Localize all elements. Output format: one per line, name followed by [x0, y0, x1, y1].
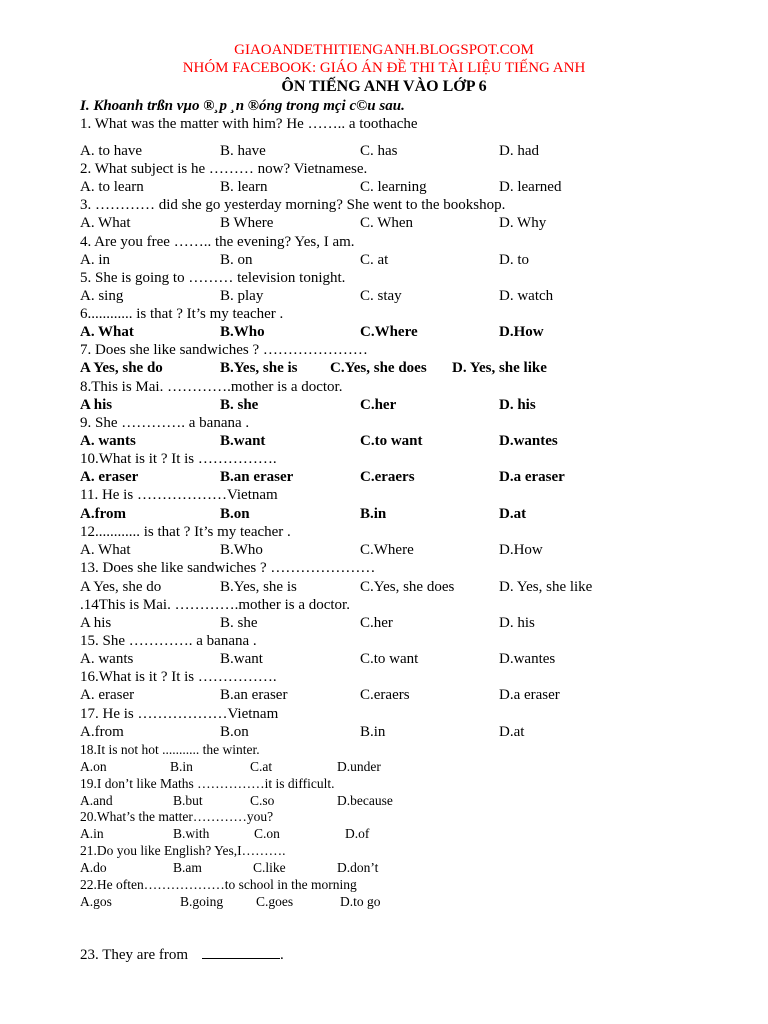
option-b[interactable]: B.Who	[220, 324, 265, 340]
question-21: 21.Do you like English? Yes,I……….	[80, 843, 286, 858]
option-b[interactable]: B.going	[180, 894, 224, 909]
option-c[interactable]: C.Yes, she does	[330, 360, 427, 376]
answer-blank[interactable]	[202, 957, 280, 959]
option-b[interactable]: B.Yes, she is	[220, 360, 298, 376]
option-c[interactable]: C. learning	[360, 179, 427, 195]
option-c[interactable]: C.eraers	[360, 469, 415, 485]
option-b[interactable]: B. have	[220, 143, 266, 159]
option-a[interactable]: A. What	[80, 324, 134, 340]
option-b[interactable]: B.on	[220, 506, 250, 522]
site-url[interactable]: GIAOANDETHITIENGANH.BLOGSPOT.COM	[234, 42, 534, 58]
option-c[interactable]: B.in	[360, 506, 387, 522]
option-c[interactable]: C. When	[360, 215, 414, 231]
option-b[interactable]: B.am	[173, 860, 202, 875]
question-2: 2. What subject is he ……… now? Vietnamese.	[80, 161, 368, 177]
option-a[interactable]: A. in	[80, 252, 110, 268]
question-22: 22.He often………………to school in the morning	[80, 877, 357, 892]
question-19: 19.I don’t like Maths ……………it is difficult.	[80, 776, 335, 791]
option-d[interactable]: D.at	[499, 724, 525, 740]
option-c[interactable]: C.goes	[256, 894, 294, 909]
option-a[interactable]: A.do	[80, 860, 107, 875]
option-c[interactable]: C.Where	[360, 542, 414, 558]
option-b[interactable]: B. on	[220, 252, 253, 268]
option-a[interactable]: A Yes, she do	[80, 360, 163, 376]
option-b[interactable]: B. learn	[220, 179, 268, 195]
option-d[interactable]: D. to	[499, 252, 529, 268]
option-a[interactable]: A.from	[80, 506, 126, 522]
option-b[interactable]: B.with	[173, 826, 210, 841]
option-c[interactable]: C. at	[360, 252, 389, 268]
question-23	[80, 947, 284, 964]
option-c[interactable]: B.in	[360, 724, 386, 740]
option-a[interactable]: A. eraser	[80, 687, 135, 703]
option-b[interactable]: B.on	[220, 724, 249, 740]
option-d[interactable]: D.at	[499, 506, 527, 522]
option-d[interactable]: D.wantes	[499, 433, 558, 449]
option-c[interactable]: C.Yes, she does	[360, 579, 455, 595]
option-d[interactable]: D.under	[337, 759, 381, 774]
option-a[interactable]: A. to have	[80, 143, 143, 159]
option-d[interactable]: D.don’t	[337, 860, 379, 875]
option-a[interactable]: A.from	[80, 724, 124, 740]
option-c[interactable]: C.to want	[360, 651, 419, 667]
question-7: 7. Does she like sandwiches ? …………………	[80, 342, 368, 358]
worksheet-title: ÔN TIẾNG ANH VÀO LỚP 6	[281, 78, 487, 95]
option-d[interactable]: D.How	[499, 324, 544, 340]
option-c[interactable]: C. has	[360, 143, 398, 159]
question-23-period: .	[280, 947, 284, 963]
question-23-text: 23. They are from	[80, 947, 189, 963]
question-15: 15. She …………. a banana .	[80, 633, 257, 649]
question-17: 17. He is ………………Vietnam	[80, 706, 279, 722]
question-6: 6............ is that ? It’s my teacher .	[80, 306, 284, 322]
option-c[interactable]: C.Where	[360, 324, 418, 340]
question-14: .14This is Mai. ………….mother is a doctor.	[80, 597, 350, 613]
option-c[interactable]: C.to want	[360, 433, 423, 449]
question-1: 1. What was the matter with him? He …….. a toothache	[80, 116, 418, 132]
option-a[interactable]: A. to learn	[80, 179, 144, 195]
option-b[interactable]: B. play	[220, 288, 264, 304]
option-b[interactable]: B.want	[220, 651, 263, 667]
question-16: 16.What is it ? It is …………….	[80, 669, 277, 685]
option-c[interactable]: C. stay	[360, 288, 402, 304]
option-d[interactable]: D.of	[345, 826, 370, 841]
option-a[interactable]: A. What	[80, 215, 131, 231]
option-c[interactable]: C.so	[250, 793, 275, 808]
option-b[interactable]: B.want	[220, 433, 266, 449]
option-c[interactable]: C.on	[254, 826, 280, 841]
option-b[interactable]: B.Yes, she is	[220, 579, 297, 595]
question-11: 11. He is ………………Vietnam	[80, 487, 278, 503]
option-b[interactable]: B. she	[220, 615, 258, 631]
option-d[interactable]: D.wantes	[499, 651, 556, 667]
option-b[interactable]: B.an eraser	[220, 469, 294, 485]
option-b[interactable]: B.Who	[220, 542, 263, 558]
option-d[interactable]: D. Yes, she like	[499, 579, 593, 595]
option-a[interactable]: A his	[80, 397, 113, 413]
option-a[interactable]: A.and	[80, 793, 113, 808]
option-d[interactable]: D. Why	[499, 215, 547, 231]
option-b[interactable]: B Where	[220, 215, 274, 231]
option-a[interactable]: A. wants	[80, 433, 136, 449]
facebook-group-name: NHÓM FACEBOOK: GIÁO ÁN ĐỀ THI TÀI LIỆU TIẾNG ANH	[182, 60, 586, 76]
option-c[interactable]: C.her	[360, 397, 397, 413]
option-d[interactable]: D. Yes, she like	[452, 360, 547, 376]
option-d[interactable]: D. his	[499, 615, 535, 631]
option-c[interactable]: C.eraers	[360, 687, 410, 703]
option-b[interactable]: B.in	[170, 759, 193, 774]
option-d[interactable]: D.a eraser	[499, 687, 560, 703]
option-b[interactable]: B.but	[173, 793, 203, 808]
question-3: 3. ………… did she go yesterday morning? She went to the bookshop.	[80, 197, 506, 213]
question-9: 9. She …………. a banana .	[80, 415, 250, 431]
option-d[interactable]: D.a eraser	[499, 469, 565, 485]
option-d[interactable]: D. had	[499, 143, 539, 159]
option-a[interactable]: A. What	[80, 542, 131, 558]
question-18: 18.It is not hot ........... the winter.	[80, 742, 260, 757]
question-10: 10.What is it ? It is …………….	[80, 451, 277, 467]
option-d[interactable]: D. learned	[499, 179, 562, 195]
option-a[interactable]: A. wants	[80, 651, 134, 667]
option-b[interactable]: B. she	[220, 397, 259, 413]
option-a[interactable]: A.on	[80, 759, 107, 774]
option-a[interactable]: A his	[80, 615, 112, 631]
option-d[interactable]: D.How	[499, 542, 543, 558]
option-c[interactable]: C.at	[250, 759, 273, 774]
option-d[interactable]: D. his	[499, 397, 536, 413]
option-d[interactable]: D. watch	[499, 288, 554, 304]
question-8: 8.This is Mai. ………….mother is a doctor.	[80, 379, 343, 395]
question-20: 20.What’s the matter…………you?	[80, 809, 274, 824]
question-13: 13. Does she like sandwiches ? …………………	[80, 560, 376, 576]
option-a[interactable]: A. sing	[80, 288, 124, 304]
option-a[interactable]: A.in	[80, 826, 104, 841]
option-c[interactable]: C.like	[253, 860, 286, 875]
option-c[interactable]: C.her	[360, 615, 393, 631]
option-d[interactable]: D.because	[337, 793, 393, 808]
option-d[interactable]: D.to go	[340, 894, 381, 909]
option-a[interactable]: A. eraser	[80, 469, 139, 485]
question-4: 4. Are you free …….. the evening? Yes, I am.	[80, 234, 355, 250]
section-title: I. Khoanh trßn vµo ®¸p ¸n ®óng trong mçi c©u sau.	[80, 98, 405, 114]
option-a[interactable]: A Yes, she do	[80, 579, 162, 595]
option-b[interactable]: B.an eraser	[220, 687, 288, 703]
option-a[interactable]: A.gos	[80, 894, 112, 909]
question-12: 12............ is that ? It’s my teacher .	[80, 524, 291, 540]
question-5: 5. She is going to ……… television tonight.	[80, 270, 346, 286]
